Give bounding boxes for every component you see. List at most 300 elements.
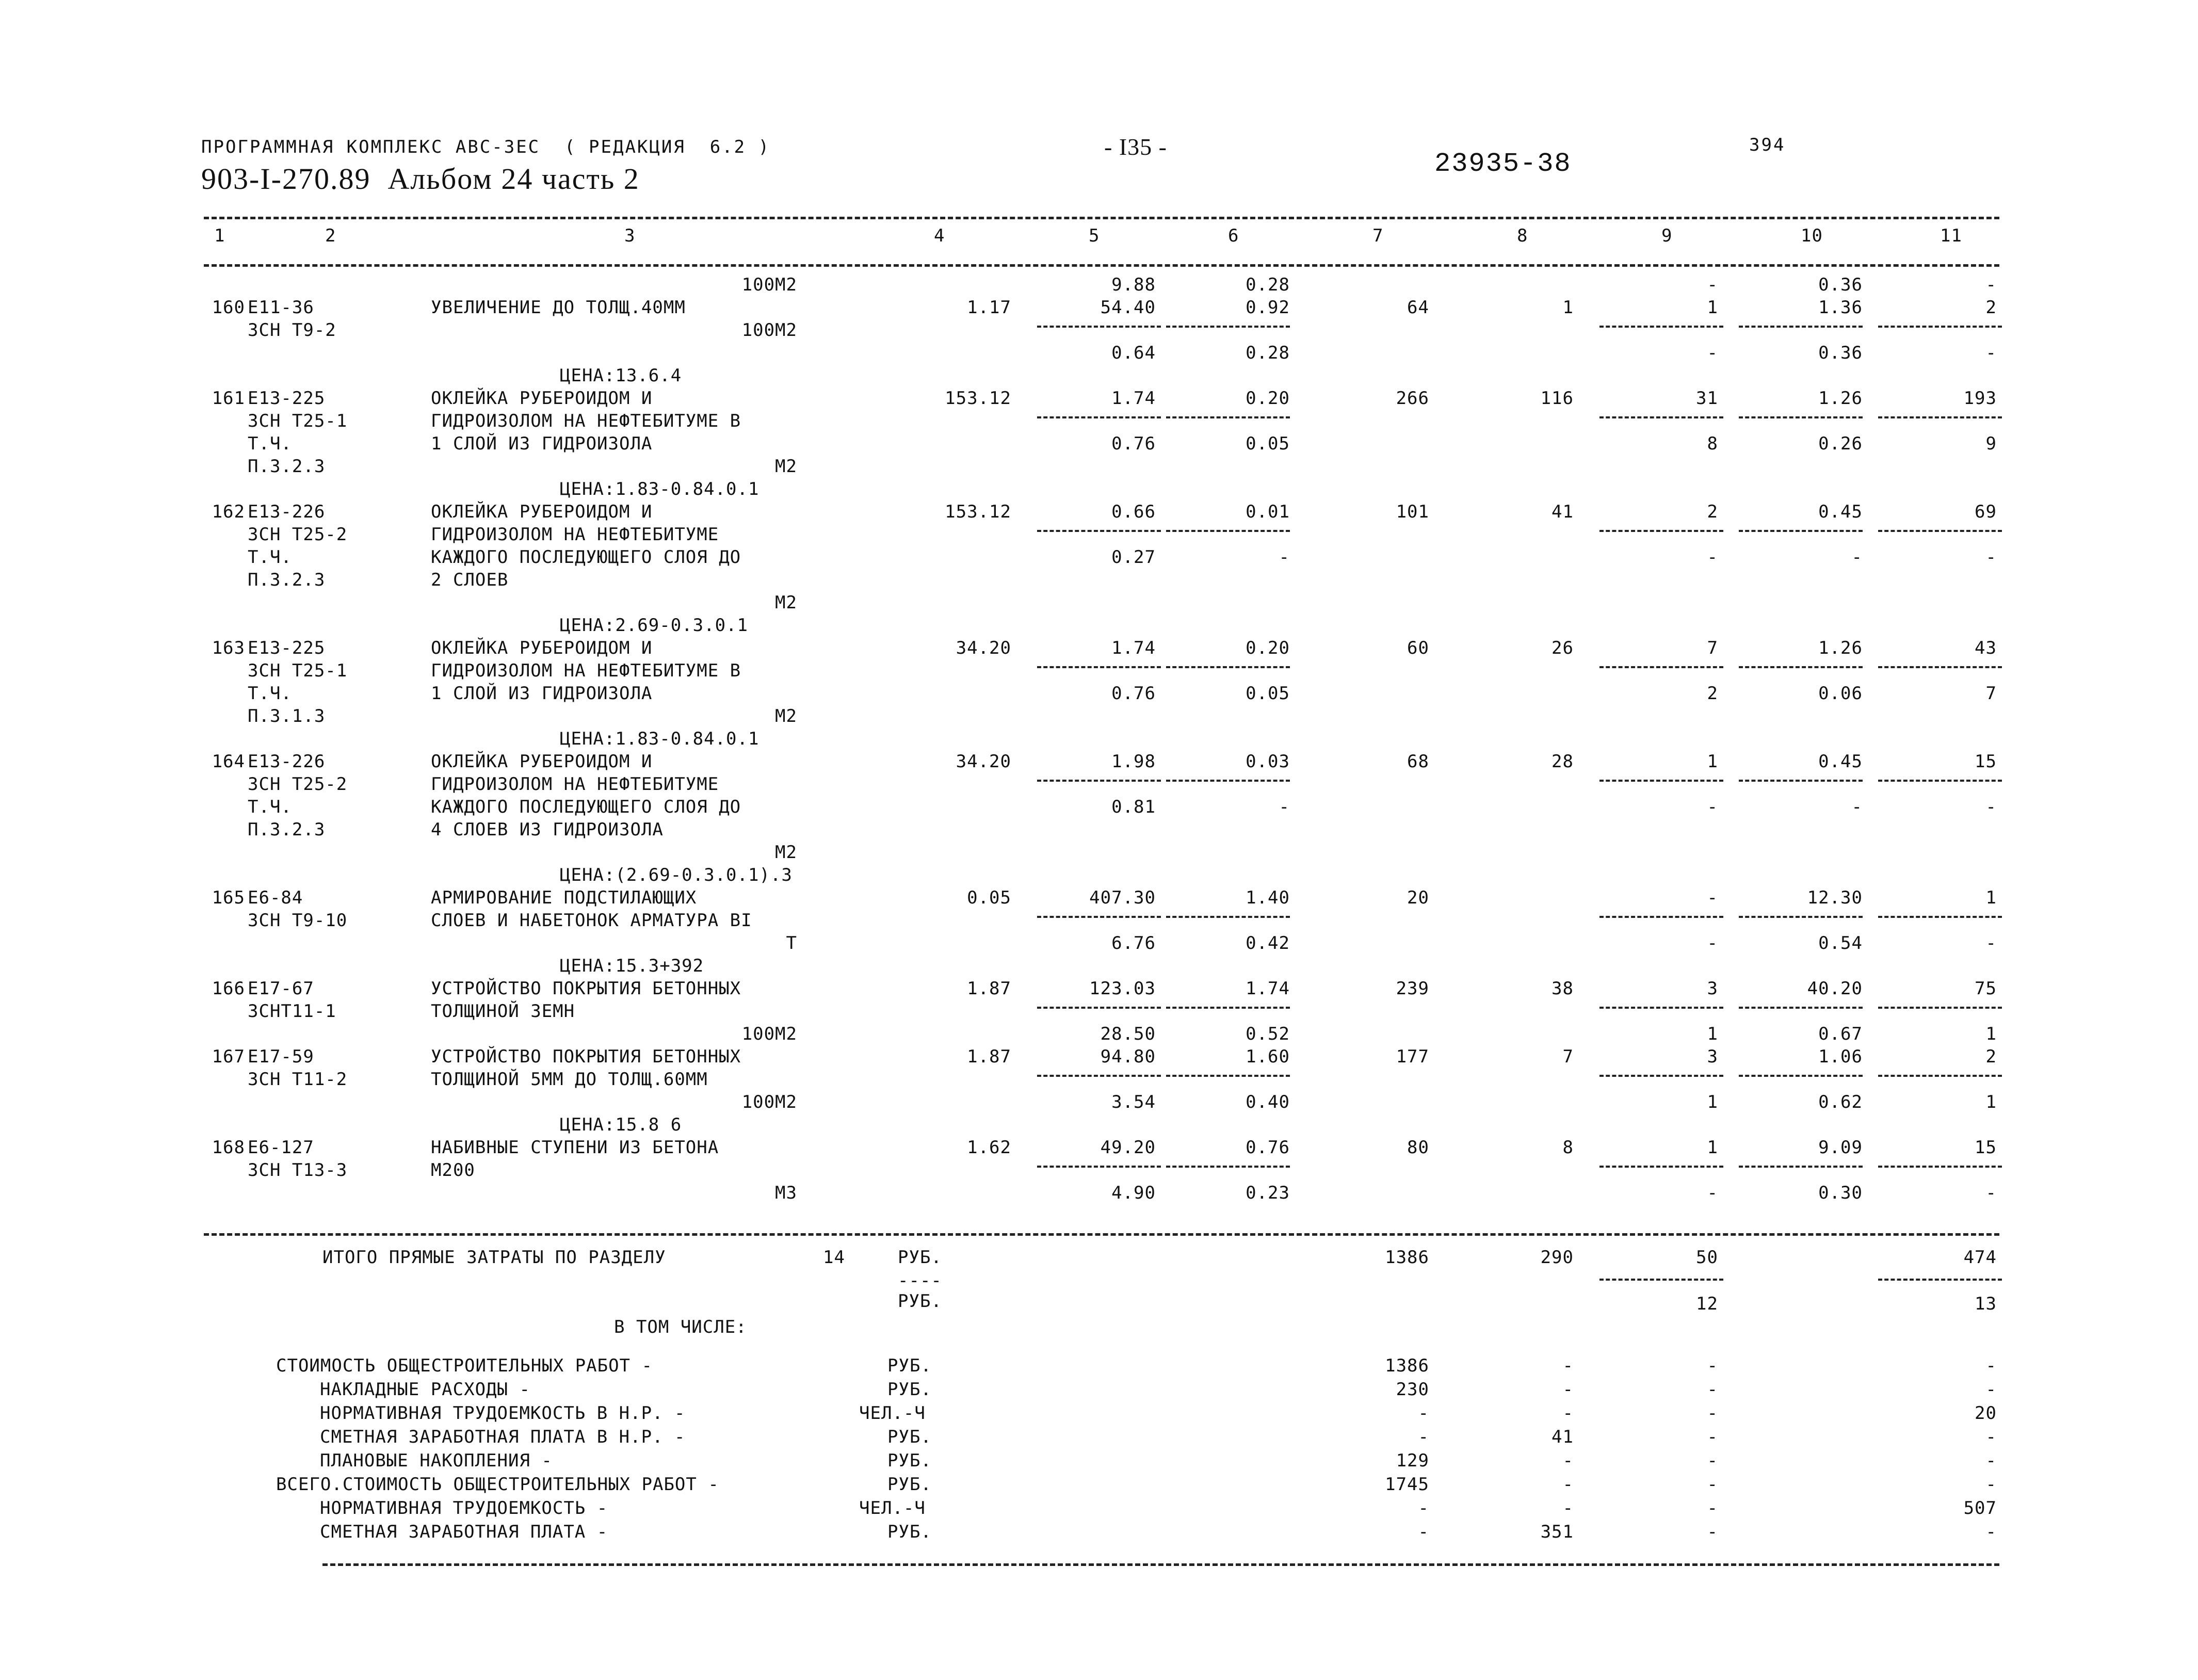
cell-r13-c2: П.3.2.3 xyxy=(248,570,326,590)
cell-r36-c11: 1 xyxy=(1985,1092,1997,1112)
cell-r0-c10: 0.36 xyxy=(1818,274,1863,295)
cell-r4-c3: ЦЕНА:13.6.4 xyxy=(560,365,682,386)
cell-r21-c9: 1 xyxy=(1707,751,1718,772)
summary-col7: 1745 xyxy=(1385,1474,1429,1495)
cell-r12-c2: Т.Ч. xyxy=(248,547,292,568)
summary-col9: - xyxy=(1707,1450,1718,1471)
cell-r27-c10: 12.30 xyxy=(1807,887,1863,908)
summary-unit: РУБ. xyxy=(887,1379,932,1400)
cell-separator xyxy=(1878,326,2002,328)
cell-r0-c6: 0.28 xyxy=(1246,274,1290,295)
cell-separator xyxy=(1166,1007,1290,1009)
cell-separator xyxy=(1878,1166,2002,1168)
cell-separator xyxy=(1739,326,1863,328)
cell-r19-c2: П.3.1.3 xyxy=(248,706,326,726)
cell-r16-c11: 43 xyxy=(1975,638,1997,658)
cell-r5-c5: 1.74 xyxy=(1111,388,1156,409)
total-col9: 50 xyxy=(1696,1247,1718,1268)
document-number: 23935-38 xyxy=(1434,149,1572,179)
cell-r34-c6: 1.60 xyxy=(1246,1046,1290,1067)
cell-separator xyxy=(1739,666,1863,668)
cell-r27-c2: Е6-84 xyxy=(248,887,303,908)
summary-col11: - xyxy=(1985,1474,1997,1495)
cell-r21-c3: ОКЛЕЙКА РУБЕРОИДОМ И xyxy=(431,751,653,772)
cell-r3-c5: 0.64 xyxy=(1111,343,1156,363)
cell-r27-c9: - xyxy=(1707,887,1718,908)
cell-r27-c5: 407.30 xyxy=(1089,887,1156,908)
cell-r23-c10: - xyxy=(1851,797,1863,817)
cell-r32-c2: ЗСНТ11-1 xyxy=(248,1001,336,1022)
summary-unit: ЧЕЛ.-Ч xyxy=(859,1498,926,1519)
summary-col7: 129 xyxy=(1396,1450,1429,1471)
cell-r31-c11: 75 xyxy=(1975,978,1997,999)
cell-r10-c5: 0.66 xyxy=(1111,502,1156,522)
cell-r18-c11: 7 xyxy=(1985,683,1997,704)
summary-label: ВСЕГО.СТОИМОСТЬ ОБЩЕСТРОИТЕЛЬНЫХ РАБОТ - xyxy=(276,1474,719,1495)
program-line: ПРОГРАММНАЯ КОМПЛЕКС АВС-ЗЕС ( РЕДАКЦИЯ 6.2 ) xyxy=(201,137,771,157)
cell-r11-c3: ГИДРОИЗОЛОМ НА НЕФТЕБИТУМЕ xyxy=(431,524,719,545)
cell-r7-c3: 1 СЛОЙ ИЗ ГИДРОИЗОЛА xyxy=(431,433,653,454)
summary-col9: - xyxy=(1707,1474,1718,1495)
cell-r7-c10: 0.26 xyxy=(1818,433,1863,454)
summary-col8: - xyxy=(1562,1498,1574,1519)
total2-col11: 13 xyxy=(1975,1294,1997,1314)
cell-r18-c3: 1 СЛОЙ ИЗ ГИДРОИЗОЛА xyxy=(431,683,653,704)
cell-r5-c4: 153.12 xyxy=(945,388,1011,409)
cell-r29-c5: 6.76 xyxy=(1111,933,1156,954)
cell-separator xyxy=(1599,916,1723,918)
summary-col11: - xyxy=(1985,1355,1997,1376)
cell-r27-c4: 0.05 xyxy=(967,887,1011,908)
summary-col9: - xyxy=(1707,1355,1718,1376)
summary-col8: - xyxy=(1562,1379,1574,1400)
cell-r36-c3: 100М2 xyxy=(741,1092,797,1112)
summary-unit: РУБ. xyxy=(887,1450,932,1471)
cell-r34-c9: 3 xyxy=(1707,1046,1718,1067)
cell-r34-c11: 2 xyxy=(1985,1046,1997,1067)
cell-r0-c11: - xyxy=(1985,274,1997,295)
cell-r36-c5: 3.54 xyxy=(1111,1092,1156,1112)
cell-r19-c3: М2 xyxy=(775,706,797,726)
cell-r18-c5: 0.76 xyxy=(1111,683,1156,704)
cell-r34-c2: Е17-59 xyxy=(248,1046,314,1067)
cell-separator xyxy=(1037,1166,1161,1168)
cell-r16-c1: 163 xyxy=(212,638,245,658)
cell-r40-c3: М3 xyxy=(775,1183,797,1203)
table-top-rule xyxy=(204,217,1999,219)
summary-col7: - xyxy=(1418,1427,1429,1447)
cell-r7-c11: 9 xyxy=(1985,433,1997,454)
cell-r35-c3: ТОЛЩИНОЙ 5ММ ДО ТОЛЩ.60ММ xyxy=(431,1069,708,1090)
cell-r29-c9: - xyxy=(1707,933,1718,954)
summary-col8: 41 xyxy=(1551,1427,1574,1447)
cell-r31-c4: 1.87 xyxy=(967,978,1011,999)
cell-r23-c11: - xyxy=(1985,797,1997,817)
cell-r18-c10: 0.06 xyxy=(1818,683,1863,704)
cell-r1-c6: 0.92 xyxy=(1246,297,1290,318)
cell-separator xyxy=(1878,1007,2002,1009)
cell-r32-c3: ТОЛЩИНОЙ 3ЕМН xyxy=(431,1001,575,1022)
summary-label: СМЕТНАЯ ЗАРАБОТНАЯ ПЛАТА В Н.Р. - xyxy=(320,1427,686,1447)
column-header-7: 7 xyxy=(1372,225,1384,246)
cell-r26-c3: ЦЕНА:(2.69-0.3.0.1).3 xyxy=(560,865,793,885)
summary-col7: 1386 xyxy=(1385,1355,1429,1376)
summary-col7: 230 xyxy=(1396,1379,1429,1400)
cell-r18-c9: 2 xyxy=(1707,683,1718,704)
cell-separator xyxy=(1739,530,1863,532)
summary-col8: - xyxy=(1562,1450,1574,1471)
cell-separator xyxy=(1037,1075,1161,1077)
cell-r21-c7: 68 xyxy=(1407,751,1429,772)
cell-r1-c9: 1 xyxy=(1707,297,1718,318)
cell-separator xyxy=(1878,1075,2002,1077)
column-header-4: 4 xyxy=(934,225,945,246)
cell-r28-c2: ЗСН Т9-10 xyxy=(248,910,348,931)
cell-r9-c3: ЦЕНА:1.83-0.84.0.1 xyxy=(560,479,759,499)
cell-r40-c11: - xyxy=(1985,1183,1997,1203)
cell-r12-c10: - xyxy=(1851,547,1863,568)
cell-r27-c11: 1 xyxy=(1985,887,1997,908)
cell-r28-c3: СЛОЕВ И НАБЕТОНОК АРМАТУРА ВI xyxy=(431,910,752,931)
cell-r21-c8: 28 xyxy=(1551,751,1574,772)
cell-separator xyxy=(1599,1166,1723,1168)
cell-r1-c10: 1.36 xyxy=(1818,297,1863,318)
cell-separator xyxy=(1166,780,1290,782)
cell-r10-c9: 2 xyxy=(1707,502,1718,522)
summary-col7: - xyxy=(1418,1498,1429,1519)
summary-col9: - xyxy=(1707,1427,1718,1447)
summary-col8: - xyxy=(1562,1355,1574,1376)
cell-r38-c8: 8 xyxy=(1562,1137,1574,1158)
cell-r33-c11: 1 xyxy=(1985,1024,1997,1044)
cell-r38-c3: НАБИВНЫЕ СТУПЕНИ ИЗ БЕТОНА xyxy=(431,1137,719,1158)
summary-col7: - xyxy=(1418,1522,1429,1542)
including-label: В ТОМ ЧИСЛЕ: xyxy=(614,1317,747,1337)
cell-r12-c9: - xyxy=(1707,547,1718,568)
cell-r33-c6: 0.52 xyxy=(1246,1024,1290,1044)
cell-r0-c3: 100М2 xyxy=(741,274,797,295)
cell-separator xyxy=(1166,1075,1290,1077)
cell-r34-c7: 177 xyxy=(1396,1046,1429,1067)
summary-label: НАКЛАДНЫЕ РАСХОДЫ - xyxy=(320,1379,530,1400)
cell-r31-c7: 239 xyxy=(1396,978,1429,999)
cell-r10-c3: ОКЛЕЙКА РУБЕРОИДОМ И xyxy=(431,502,653,522)
cell-separator xyxy=(1166,1166,1290,1168)
total-label: ИТОГО ПРЯМЫЕ ЗАТРАТЫ ПО РАЗДЕЛУ xyxy=(322,1247,666,1268)
cell-r17-c2: ЗСН Т25-1 xyxy=(248,660,348,681)
summary-col9: - xyxy=(1707,1403,1718,1424)
cell-separator xyxy=(1739,416,1863,418)
column-header-2: 2 xyxy=(325,225,336,246)
cell-r21-c6: 0.03 xyxy=(1246,751,1290,772)
cell-r10-c8: 41 xyxy=(1551,502,1574,522)
page-number: - I35 - xyxy=(1104,134,1167,160)
cell-r34-c1: 167 xyxy=(212,1046,245,1067)
cell-r0-c9: - xyxy=(1707,274,1718,295)
cell-r36-c10: 0.62 xyxy=(1818,1092,1863,1112)
summary-col11: - xyxy=(1985,1379,1997,1400)
cell-r40-c10: 0.30 xyxy=(1818,1183,1863,1203)
summary-col9: - xyxy=(1707,1498,1718,1519)
sheet-number: 394 xyxy=(1749,135,1786,155)
cell-r7-c6: 0.05 xyxy=(1246,433,1290,454)
cell-r34-c3: УСТРОЙСТВО ПОКРЫТИЯ БЕТОННЫХ xyxy=(431,1046,741,1067)
cell-r5-c3: ОКЛЕЙКА РУБЕРОИДОМ И xyxy=(431,388,653,409)
cell-r30-c3: ЦЕНА:15.3+392 xyxy=(560,956,704,976)
cell-separator xyxy=(1739,1007,1863,1009)
cell-separator xyxy=(1878,530,2002,532)
cell-separator xyxy=(1878,916,2002,918)
cell-separator xyxy=(1599,1075,1723,1077)
cell-r23-c2: Т.Ч. xyxy=(248,797,292,817)
cell-separator xyxy=(1878,666,2002,668)
cell-r22-c3: ГИДРОИЗОЛОМ НА НЕФТЕБИТУМЕ xyxy=(431,774,719,795)
cell-r12-c6: - xyxy=(1279,547,1290,568)
cell-r34-c5: 94.80 xyxy=(1100,1046,1156,1067)
cell-r7-c5: 0.76 xyxy=(1111,433,1156,454)
cell-separator xyxy=(1878,416,2002,418)
total-unit: РУБ. xyxy=(898,1247,942,1268)
summary-label: НОРМАТИВНАЯ ТРУДОЕМКОСТЬ - xyxy=(320,1498,608,1519)
column-header-5: 5 xyxy=(1089,225,1100,246)
cell-r12-c5: 0.27 xyxy=(1111,547,1156,568)
summary-col11: 20 xyxy=(1975,1403,1997,1424)
cell-r5-c9: 31 xyxy=(1696,388,1718,409)
cell-separator xyxy=(1739,780,1863,782)
cell-r2-c3: 100М2 xyxy=(741,320,797,341)
summary-col9: - xyxy=(1707,1522,1718,1542)
project-code: 903-I-270.89 Альбом 24 часть 2 xyxy=(201,162,640,196)
cell-r8-c2: П.3.2.3 xyxy=(248,456,326,477)
column-header-6: 6 xyxy=(1228,225,1239,246)
summary-col7: - xyxy=(1418,1403,1429,1424)
cell-r1-c1: 160 xyxy=(212,297,245,318)
cell-r23-c5: 0.81 xyxy=(1111,797,1156,817)
cell-separator xyxy=(1599,416,1723,418)
column-header-9: 9 xyxy=(1661,225,1673,246)
cell-r15-c3: ЦЕНА:2.69-0.3.0.1 xyxy=(560,615,748,636)
cell-r16-c6: 0.20 xyxy=(1246,638,1290,658)
column-header-rule xyxy=(204,264,1999,267)
cell-r31-c9: 3 xyxy=(1707,978,1718,999)
summary-unit: РУБ. xyxy=(887,1355,932,1376)
cell-r1-c3: УВЕЛИЧЕНИЕ ДО ТОЛЩ.40ММ xyxy=(431,297,686,318)
cell-r21-c5: 1.98 xyxy=(1111,751,1156,772)
cell-r35-c2: ЗСН Т11-2 xyxy=(248,1069,348,1090)
cell-r2-c2: ЗСН Т9-2 xyxy=(248,320,336,341)
cell-r31-c3: УСТРОЙСТВО ПОКРЫТИЯ БЕТОННЫХ xyxy=(431,978,741,999)
cell-r1-c2: Е11-36 xyxy=(248,297,314,318)
cell-r21-c2: Е13-226 xyxy=(248,751,326,772)
cell-r10-c4: 153.12 xyxy=(945,502,1011,522)
cell-r23-c9: - xyxy=(1707,797,1718,817)
cell-r12-c3: КАЖДОГО ПОСЛЕДУЮЩЕГО СЛОЯ ДО xyxy=(431,547,741,568)
cell-r31-c1: 166 xyxy=(212,978,245,999)
cell-r33-c9: 1 xyxy=(1707,1024,1718,1044)
cell-r10-c2: Е13-226 xyxy=(248,502,326,522)
cell-r38-c9: 1 xyxy=(1707,1137,1718,1158)
cell-r40-c9: - xyxy=(1707,1183,1718,1203)
cell-r3-c6: 0.28 xyxy=(1246,343,1290,363)
cell-r6-c3: ГИДРОИЗОЛОМ НА НЕФТЕБИТУМЕ В xyxy=(431,411,741,431)
summary-col11: 507 xyxy=(1963,1498,1997,1519)
cell-r38-c11: 15 xyxy=(1975,1137,1997,1158)
summary-col8: 351 xyxy=(1540,1522,1574,1542)
cell-separator xyxy=(1037,666,1161,668)
cell-r38-c4: 1.62 xyxy=(967,1137,1011,1158)
cell-separator xyxy=(1037,916,1161,918)
cell-r24-c3: 4 СЛОЕВ ИЗ ГИДРОИЗОЛА xyxy=(431,819,664,840)
cell-r5-c7: 266 xyxy=(1396,388,1429,409)
cell-r27-c6: 1.40 xyxy=(1246,887,1290,908)
cell-r38-c6: 0.76 xyxy=(1246,1137,1290,1158)
cell-separator xyxy=(1037,326,1161,328)
column-header-1: 1 xyxy=(214,225,225,246)
column-header-8: 8 xyxy=(1517,225,1528,246)
cell-r5-c10: 1.26 xyxy=(1818,388,1863,409)
cell-r27-c1: 165 xyxy=(212,887,245,908)
cell-r14-c3: М2 xyxy=(775,592,797,613)
total-col7: 1386 xyxy=(1385,1247,1429,1268)
cell-r40-c6: 0.23 xyxy=(1246,1183,1290,1203)
summary-col8: - xyxy=(1562,1403,1574,1424)
cell-separator xyxy=(1599,530,1723,532)
cell-r10-c6: 0.01 xyxy=(1246,502,1290,522)
cell-separator xyxy=(1739,1075,1863,1077)
cell-r8-c3: М2 xyxy=(775,456,797,477)
cell-r10-c7: 101 xyxy=(1396,502,1429,522)
cell-r31-c2: Е17-67 xyxy=(248,978,314,999)
cell-r21-c1: 164 xyxy=(212,751,245,772)
cell-r5-c11: 193 xyxy=(1963,388,1997,409)
cell-r1-c7: 64 xyxy=(1407,297,1429,318)
cell-r39-c3: М200 xyxy=(431,1160,475,1181)
cell-separator xyxy=(1878,780,2002,782)
summary-label: НОРМАТИВНАЯ ТРУДОЕМКОСТЬ В Н.Р. - xyxy=(320,1403,686,1424)
cell-r27-c7: 20 xyxy=(1407,887,1429,908)
cell-r20-c3: ЦЕНА:1.83-0.84.0.1 xyxy=(560,729,759,749)
cell-r23-c3: КАЖДОГО ПОСЛЕДУЮЩЕГО СЛОЯ ДО xyxy=(431,797,741,817)
cell-r27-c3: АРМИРОВАНИЕ ПОДСТИЛАЮЩИХ xyxy=(431,887,697,908)
table-bottom-rule xyxy=(204,1233,1999,1236)
cell-r3-c10: 0.36 xyxy=(1818,343,1863,363)
column-header-3: 3 xyxy=(624,225,636,246)
cell-separator xyxy=(1739,916,1863,918)
cell-separator xyxy=(1166,416,1290,418)
cell-r38-c7: 80 xyxy=(1407,1137,1429,1158)
cell-r38-c1: 168 xyxy=(212,1137,245,1158)
cell-r11-c2: ЗСН Т25-2 xyxy=(248,524,348,545)
cell-r16-c8: 26 xyxy=(1551,638,1574,658)
cell-r38-c2: Е6-127 xyxy=(248,1137,314,1158)
summary-col9: - xyxy=(1707,1379,1718,1400)
cell-r33-c3: 100М2 xyxy=(741,1024,797,1044)
cell-r36-c6: 0.40 xyxy=(1246,1092,1290,1112)
cell-r25-c3: М2 xyxy=(775,842,797,863)
summary-bottom-rule xyxy=(322,1563,1999,1566)
summary-unit: РУБ. xyxy=(887,1427,932,1447)
cell-r31-c5: 123.03 xyxy=(1089,978,1156,999)
cell-separator xyxy=(1166,326,1290,328)
cell-separator xyxy=(1166,916,1290,918)
cell-r24-c2: П.3.2.3 xyxy=(248,819,326,840)
total-col11: 474 xyxy=(1963,1247,1997,1268)
cell-r31-c10: 40.20 xyxy=(1807,978,1863,999)
cell-r33-c10: 0.67 xyxy=(1818,1024,1863,1044)
cell-r12-c11: - xyxy=(1985,547,1997,568)
cell-r21-c4: 34.20 xyxy=(956,751,1011,772)
cell-r16-c7: 60 xyxy=(1407,638,1429,658)
summary-col11: - xyxy=(1985,1522,1997,1542)
total-unit-second: РУБ. xyxy=(898,1291,942,1312)
cell-r34-c10: 1.06 xyxy=(1818,1046,1863,1067)
cell-r37-c3: ЦЕНА:15.8 6 xyxy=(560,1114,682,1135)
cell-r34-c8: 7 xyxy=(1562,1046,1574,1067)
cell-r18-c6: 0.05 xyxy=(1246,683,1290,704)
summary-col8: - xyxy=(1562,1474,1574,1495)
total-col8: 290 xyxy=(1540,1247,1574,1268)
cell-r38-c10: 9.09 xyxy=(1818,1137,1863,1158)
cell-r5-c1: 161 xyxy=(212,388,245,409)
summary-unit: РУБ. xyxy=(887,1522,932,1542)
cell-r5-c2: Е13-225 xyxy=(248,388,326,409)
column-header-11: 11 xyxy=(1940,225,1962,246)
cell-r36-c9: 1 xyxy=(1707,1092,1718,1112)
cell-separator xyxy=(1037,1007,1161,1009)
summary-label: СМЕТНАЯ ЗАРАБОТНАЯ ПЛАТА - xyxy=(320,1522,608,1542)
cell-r23-c6: - xyxy=(1279,797,1290,817)
cell-r34-c4: 1.87 xyxy=(967,1046,1011,1067)
cell-r17-c3: ГИДРОИЗОЛОМ НА НЕФТЕБИТУМЕ В xyxy=(431,660,741,681)
cell-r16-c4: 34.20 xyxy=(956,638,1011,658)
cell-r38-c5: 49.20 xyxy=(1100,1137,1156,1158)
cell-separator xyxy=(1599,780,1723,782)
cell-r1-c5: 54.40 xyxy=(1100,297,1156,318)
cell-r3-c11: - xyxy=(1985,343,1997,363)
cell-r1-c4: 1.17 xyxy=(967,297,1011,318)
total-col11-underline xyxy=(1878,1279,2002,1281)
cell-r5-c6: 0.20 xyxy=(1246,388,1290,409)
cell-separator xyxy=(1166,666,1290,668)
cell-r31-c8: 38 xyxy=(1551,978,1574,999)
cell-r10-c11: 69 xyxy=(1975,502,1997,522)
cell-separator xyxy=(1599,326,1723,328)
cell-r10-c1: 162 xyxy=(212,502,245,522)
cell-separator xyxy=(1037,416,1161,418)
summary-unit: РУБ. xyxy=(887,1474,932,1495)
column-header-10: 10 xyxy=(1801,225,1823,246)
total-unit-separator: ---- xyxy=(898,1270,942,1291)
summary-label: ПЛАНОВЫЕ НАКОПЛЕНИЯ - xyxy=(320,1450,553,1471)
cell-r29-c11: - xyxy=(1985,933,1997,954)
cell-r7-c2: Т.Ч. xyxy=(248,433,292,454)
cell-separator xyxy=(1599,666,1723,668)
cell-r31-c6: 1.74 xyxy=(1246,978,1290,999)
cell-r16-c5: 1.74 xyxy=(1111,638,1156,658)
cell-r18-c2: Т.Ч. xyxy=(248,683,292,704)
cell-r40-c5: 4.90 xyxy=(1111,1183,1156,1203)
cell-r7-c9: 8 xyxy=(1707,433,1718,454)
summary-unit: ЧЕЛ.-Ч xyxy=(859,1403,926,1424)
cell-r3-c9: - xyxy=(1707,343,1718,363)
cell-r5-c8: 116 xyxy=(1540,388,1574,409)
cell-separator xyxy=(1739,1166,1863,1168)
cell-r16-c9: 7 xyxy=(1707,638,1718,658)
total-col9-underline xyxy=(1599,1279,1723,1281)
cell-r29-c10: 0.54 xyxy=(1818,933,1863,954)
cell-r16-c2: Е13-225 xyxy=(248,638,326,658)
cell-r16-c10: 1.26 xyxy=(1818,638,1863,658)
